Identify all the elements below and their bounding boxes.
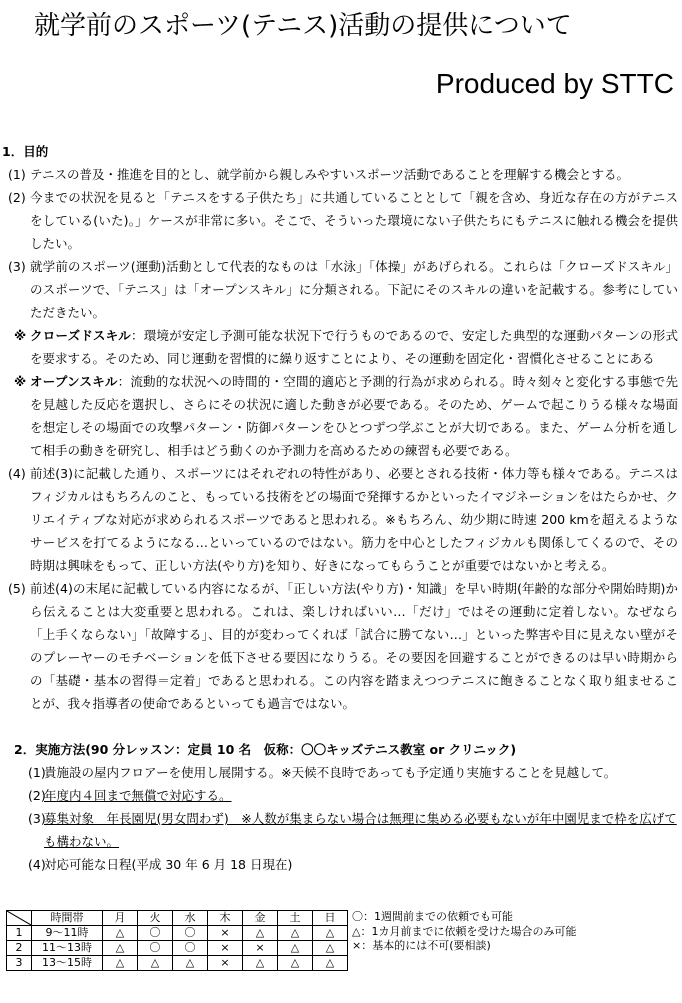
note-term: クローズドスキル	[30, 328, 132, 343]
schedule-legend	[352, 910, 576, 954]
schedule-table	[6, 910, 348, 971]
availability-cell: △	[313, 956, 348, 971]
page-title: 就学前のスポーツ(テニス)活動の提供について	[34, 11, 572, 41]
column-header: 土	[278, 911, 313, 926]
availability-cell: 〇	[173, 941, 208, 956]
availability-cell: 〇	[138, 941, 173, 956]
section-2-heading: 2．実施方法(90 分レッスン：定員 10 名 仮称：〇〇キッズテニス教室 or クリニック)	[14, 742, 517, 757]
item-text: 年度内４回まで無償で対応する。	[44, 788, 232, 803]
method-item-1	[0, 761, 682, 784]
item-text: 就学前のスポーツ(運動)活動として代表的なものは「水泳」「体操」があげられる。これらは「クローズドスキル」のスポーツで、「テニス」は「オープンスキル」に分類される。下記にそのスキルの違いを記載する。参考にしていただきたい。	[30, 259, 678, 320]
column-header: 金	[243, 911, 278, 926]
table-header-row	[7, 911, 348, 926]
table-row	[7, 941, 348, 956]
column-header: 水	[173, 911, 208, 926]
note-text: ：流動的な状況への時間的・空間的適応と予測的行為が求められる。時々刻々と変化する事態で先を見越した反応を選択し、さらにその状況に適した動きが必要である。そのため、ゲームで起こりうる様々な場面を想定しその場面での攻撃パターン・防御パターンをひとつずつ学ぶことが大切である。また、ゲーム分析を通して相手の動きを研究し、相手はどう動くのか予測力を高めるための練習も必要である。	[30, 374, 678, 458]
availability-cell: △	[103, 926, 138, 941]
availability-cell: △	[103, 956, 138, 971]
availability-cell: △	[103, 941, 138, 956]
item-number: (3)	[8, 259, 26, 274]
note-open-skill	[0, 370, 682, 462]
corner-cell	[7, 911, 32, 926]
item-text: 募集対象 年長園児(男女問わず) ※人数が集まらない場合は無理に集める必要もないが年中園児まで枠を広げても構わない。	[44, 811, 677, 849]
item-number: (4)	[8, 466, 26, 481]
purpose-item-3	[0, 255, 682, 324]
item-text: 今までの状況を見ると「テニスをする子供たち」に共通していることとして「親を含め、身近な存在の方がテニスをしている(いた)。」ケースが非常に多い。そこで、そういった環境にない子供たちにもテニスに触れる機会を提供したい。	[30, 190, 678, 251]
availability-cell: ×	[208, 926, 243, 941]
table-row	[7, 926, 348, 941]
note-closed-skill	[0, 324, 682, 370]
item-number: (1)	[8, 167, 26, 182]
availability-cell: ×	[243, 941, 278, 956]
availability-cell: △	[138, 956, 173, 971]
table-row	[7, 956, 348, 971]
availability-cell: △	[278, 941, 313, 956]
item-text: 前述(3)に記載した通り、スポーツにはそれぞれの特性があり、必要とされる技術・体力等も様々である。テニスはフィジカルはもちろんのこと、もっている技術をどの場面で発揮するかといったイマジネーションをはたらかせ、クリエイティブな対応が求められるスポーツであると思われる。※もちろん、幼少期に時速 200 kmを超えるようなサービスを打てるようになる…といっているのではない。筋力を中心としたフィジカルも関係してくるので、その時期は興味をもって、正しい方法(やり方)を知り、好きになってもらうことが重要ではないかと考える。	[30, 466, 678, 573]
item-number: (2)	[28, 788, 46, 803]
purpose-item-5	[0, 577, 682, 715]
availability-cell: ×	[208, 956, 243, 971]
time-slot: 11～13時	[32, 941, 103, 956]
item-number: (1)	[28, 765, 46, 780]
item-text: 対応可能な日程(平成 30 年 6 月 18 日現在)	[44, 857, 293, 872]
time-slot: 13～15時	[32, 956, 103, 971]
purpose-item-1	[0, 163, 682, 186]
availability-cell: 〇	[138, 926, 173, 941]
item-text: 貴施設の屋内フロアーを使用し展開する。※天候不良時であっても予定通り実施することを見越して。	[44, 765, 617, 780]
availability-cell: △	[313, 941, 348, 956]
column-header: 日	[313, 911, 348, 926]
diagonal-line-icon	[7, 911, 31, 925]
note-text: ：環境が安定し予測可能な状況下で行うものであるので、安定した典型的な運動パターンの形式を要求する。そのため、同じ運動を習慣的に繰り返すことにより、その運動を固定化・習慣化させることにある	[30, 328, 678, 366]
purpose-item-4	[0, 462, 682, 577]
item-number: (2)	[8, 190, 26, 205]
method-item-2	[0, 784, 682, 807]
item-text: 前述(4)の末尾に記載している内容になるが、「正しい方法(やり方)・知識」を早い時期(年齢的な部分や開始時期)から伝えることは大変重要と思われる。これは、楽しければいい…「だけ」ではその運動に定着しない。なぜなら「上手くならない」「故障する」、目的が変わってくれば「試合に勝てない…」といった弊害や目に見えない壁がそのプレーヤーのモチベーションを低下させる要因になりうる。その要因を回避することができるのは早い時期からの「基礎・基本の習得＝定着」であると思われる。この内容を踏まえつつテニスに飽きることなく取り組ませることが、我々指導者の使命であるといっても過言ではない。	[30, 581, 678, 711]
note-mark: ※	[14, 374, 27, 389]
item-number: (4)	[28, 857, 46, 872]
document-body	[0, 140, 682, 876]
produced-by: Produced by STTC	[435, 68, 674, 99]
item-number: (5)	[8, 581, 26, 596]
note-term: オープンスキル	[30, 374, 118, 389]
availability-cell: △	[313, 926, 348, 941]
column-header: 時間帯	[32, 911, 103, 926]
availability-cell: 〇	[173, 926, 208, 941]
legend-item: ×：基本的には不可(要相談)	[352, 939, 491, 952]
legend-item: △：1カ月前までに依頼を受けた場合のみ可能	[352, 924, 577, 938]
purpose-item-2	[0, 186, 682, 255]
column-header: 木	[208, 911, 243, 926]
schedule-block	[6, 910, 576, 971]
time-slot: 9～11時	[32, 926, 103, 941]
row-number: 3	[7, 956, 32, 971]
availability-cell: △	[243, 956, 278, 971]
availability-cell: △	[243, 926, 278, 941]
availability-cell: △	[173, 956, 208, 971]
column-header: 月	[103, 911, 138, 926]
availability-cell: ×	[208, 941, 243, 956]
method-item-4	[0, 853, 682, 876]
availability-cell: △	[278, 926, 313, 941]
spacer	[0, 715, 682, 738]
row-number: 2	[7, 941, 32, 956]
method-item-3	[0, 807, 682, 853]
section-1-heading: 1．目的	[2, 144, 49, 159]
legend-item: 〇：1週間前までの依頼でも可能	[352, 910, 513, 923]
note-mark: ※	[14, 328, 27, 343]
column-header: 火	[138, 911, 173, 926]
item-text: テニスの普及・推進を目的とし、就学前から親しみやすいスポーツ活動であることを理解する機会とする。	[30, 167, 630, 182]
row-number: 1	[7, 926, 32, 941]
item-number: (3)	[28, 811, 46, 826]
availability-cell: △	[278, 956, 313, 971]
